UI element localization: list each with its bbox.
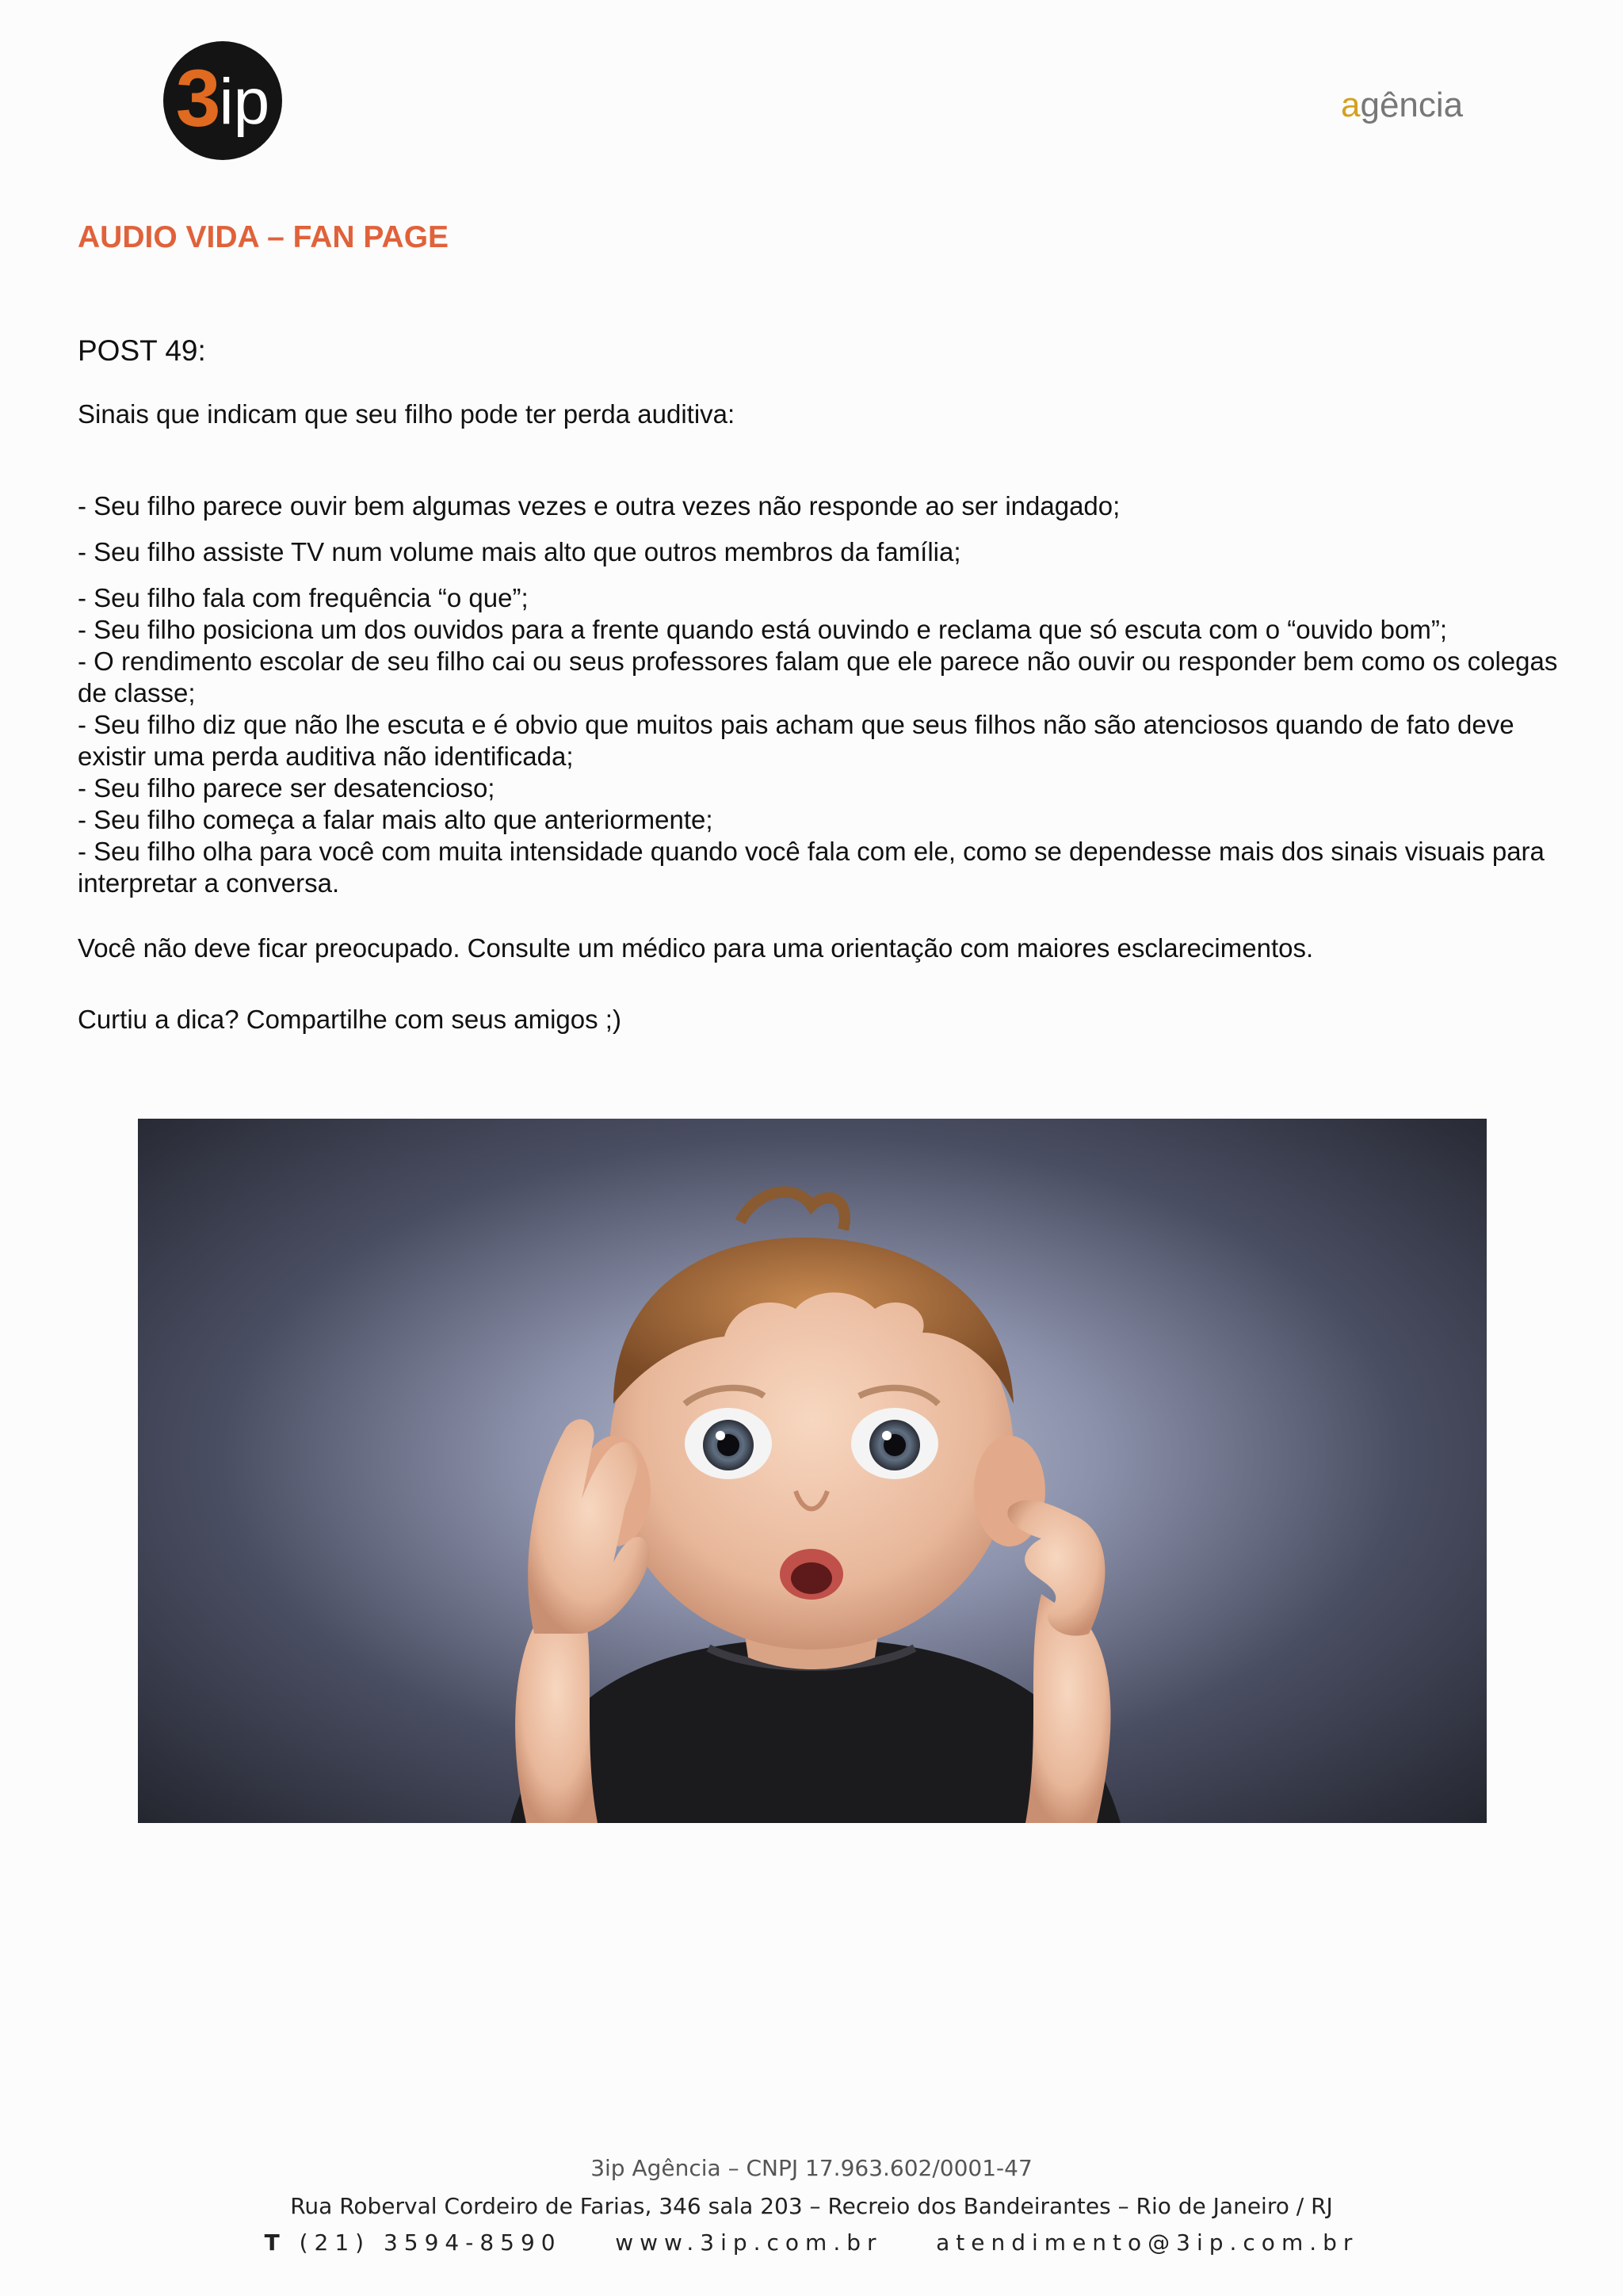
list-item: - Seu filho posiciona um dos ouvidos para a frente quando está ouvindo e reclama que só escuta com o “ouvido bom”; xyxy=(78,615,1448,644)
website-link[interactable]: www.3ip.com.br xyxy=(615,2229,883,2256)
footer-company-line: 3ip Agência – CNPJ 17.963.602/0001-47 xyxy=(590,2155,1033,2181)
agency-wordmark xyxy=(1341,86,1463,125)
call-to-action: Curtiu a dica? Compartilhe com seus amigos ;) xyxy=(78,1005,621,1034)
list-item: - Seu filho parece ouvir bem algumas vezes e outra vezes não responde ao ser indagado; xyxy=(78,491,1121,521)
list-item: - Seu filho fala com frequência “o que”; xyxy=(78,583,529,612)
email-link[interactable]: atendimento@3ip.com.br xyxy=(936,2229,1359,2256)
phone-number: (21) 3594-8590 xyxy=(299,2229,562,2256)
list-item: - Seu filho parece ser desatencioso; xyxy=(78,773,495,803)
agency-rest: gência xyxy=(1360,86,1464,124)
signs-list xyxy=(78,490,1568,899)
list-item: - O rendimento escolar de seu filho cai ou seus professores falam que ele parece não ouvir ou responder bem como os colegas de classe; xyxy=(78,646,1558,707)
baby-covering-ears-photo xyxy=(138,1119,1487,1823)
phone-label: T xyxy=(264,2229,286,2256)
company-logo xyxy=(163,41,282,160)
list-item: - Seu filho começa a falar mais alto que anteriormente; xyxy=(78,805,713,834)
post-label: POST 49: xyxy=(78,334,206,367)
list-item: - Seu filho diz que não lhe escuta e é obvio que muitos pais acham que seus filhos não são atenciosos quando de fato deve existir uma perda auditiva não identificada; xyxy=(78,710,1514,771)
footer-contact-line xyxy=(0,2229,1623,2256)
list-item: - Seu filho olha para você com muita intensidade quando você fala com ele, como se dependesse mais dos sinais visuais para interpretar a conversa. xyxy=(78,837,1545,898)
advice-text: Você não deve ficar preocupado. Consulte um médico para uma orientação com maiores esclarecimentos. xyxy=(78,933,1314,963)
logo-number: 3 xyxy=(175,53,218,143)
intro-text: Sinais que indicam que seu filho pode ter perda auditiva: xyxy=(78,399,735,429)
document-title: AUDIO VIDA – FAN PAGE xyxy=(78,220,449,254)
list-item: - Seu filho assiste TV num volume mais alto que outros membros da família; xyxy=(78,537,961,566)
footer-address-line: Rua Roberval Cordeiro de Farias, 346 sala 203 – Recreio dos Bandeirantes – Rio de Janeiro / RJ xyxy=(290,2193,1333,2219)
logo-letters: ip xyxy=(219,66,270,138)
agency-first-letter: a xyxy=(1341,86,1361,124)
